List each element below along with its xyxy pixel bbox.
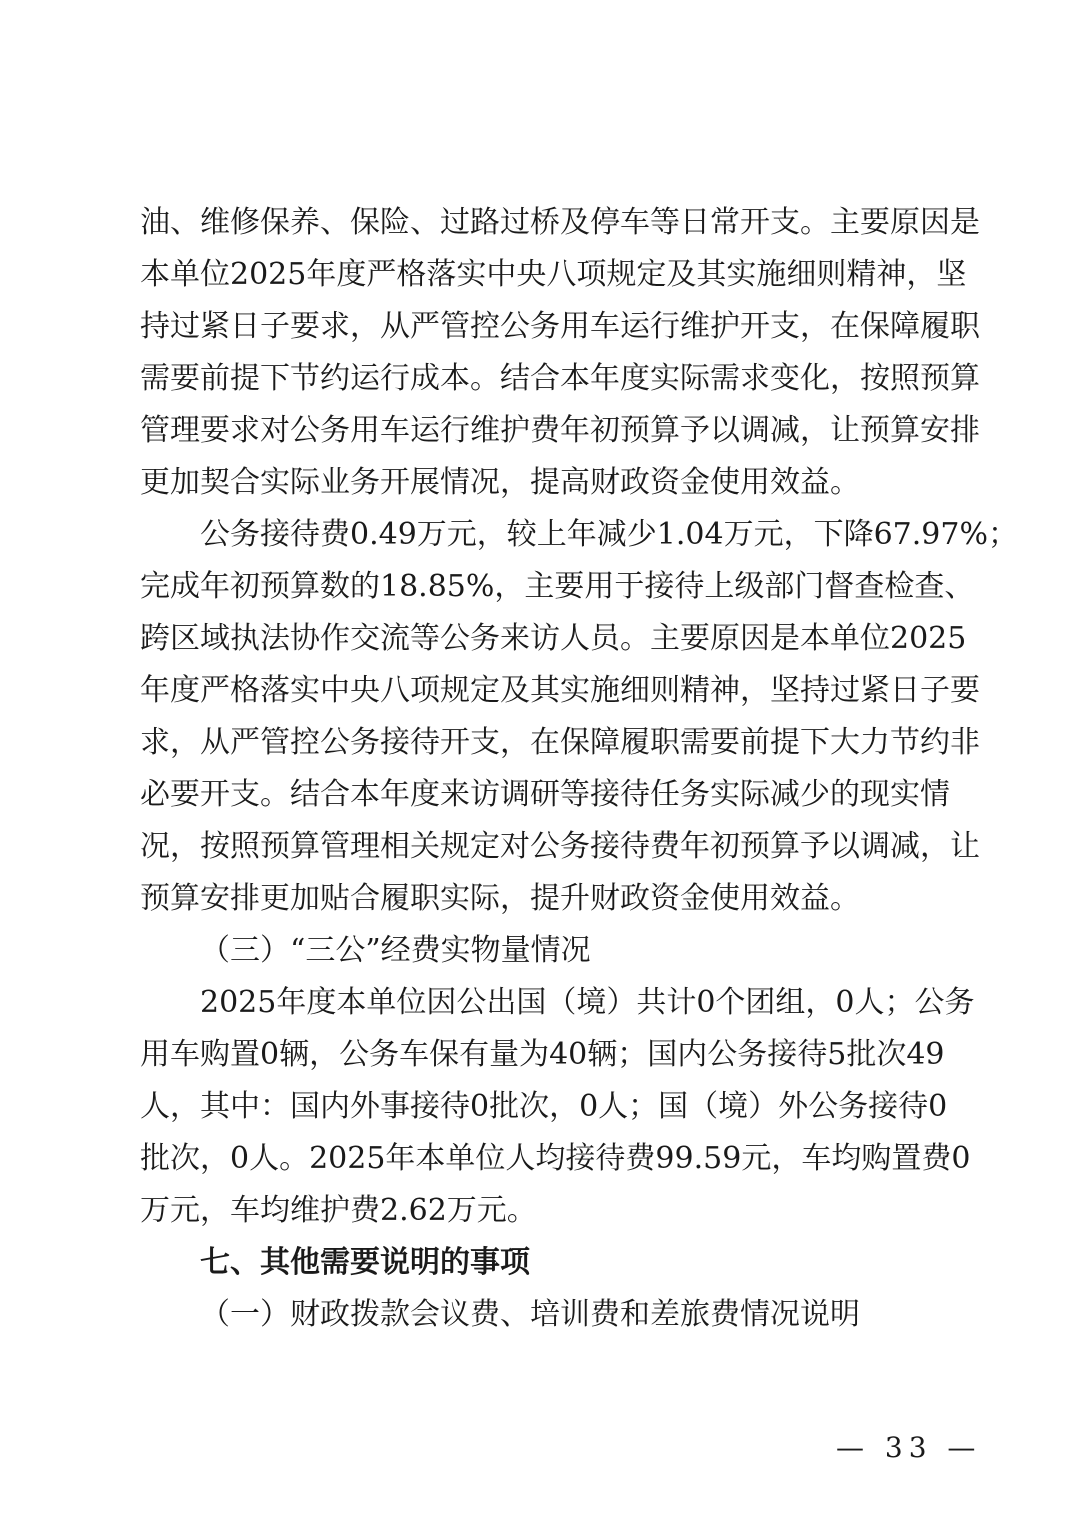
text-line: 跨区域执法协作交流等公务来访人员。主要原因是本单位2025 [140,621,967,656]
text-line: 人，其中：国内外事接待0批次，0人；国（境）外公务接待0 [140,1089,948,1124]
text-line: 油、维修保养、保险、过路过桥及停车等日常开支。主要原因是 [140,205,980,240]
text-line: 万元，车均维护费2.62万元。 [140,1193,537,1228]
text-line: 况，按照预算管理相关规定对公务接待费年初预算予以调减，让 [140,829,980,864]
text-line: 公务接待费0.49万元，较上年减少1.04万元，下降67.97%； [200,517,1018,552]
section-subheading: （一）财政拨款会议费、培训费和差旅费情况说明 [200,1297,860,1332]
text-line: 批次，0人。2025年本单位人均接待费99.59元，车均购置费0 [140,1141,971,1176]
section-heading: 七、其他需要说明的事项 [200,1245,530,1280]
text-line: 持过紧日子要求，从严管控公务用车运行维护开支，在保障履职 [140,309,980,344]
text-line: 求，从严管控公务接待开支，在保障履职需要前提下大力节约非 [140,725,980,760]
text-line: 年度严格落实中央八项规定及其实施细则精神，坚持过紧日子要 [140,673,980,708]
text-line: 更加契合实际业务开展情况，提高财政资金使用效益。 [140,465,860,500]
text-line: 必要开支。结合本年度来访调研等接待任务实际减少的现实情 [140,777,950,812]
text-line: 预算安排更加贴合履职实际，提升财政资金使用效益。 [140,881,860,916]
text-line: 用车购置0辆，公务车保有量为40辆；国内公务接待5批次49 [140,1037,945,1072]
text-line: 2025年度本单位因公出国（境）共计0个团组，0人；公务 [200,985,975,1020]
text-line: 完成年初预算数的18.85%，主要用于接待上级部门督查检查、 [140,569,975,604]
text-line: 需要前提下节约运行成本。结合本年度实际需求变化，按照预算 [140,361,980,396]
text-line: 本单位2025年度严格落实中央八项规定及其实施细则精神，坚 [140,257,967,292]
text-line: 管理要求对公务用车运行维护费年初预算予以调减，让预算安排 [140,413,980,448]
section-subheading: （三）“三公”经费实物量情况 [200,933,591,968]
page-number: — 33 — [836,1431,982,1464]
